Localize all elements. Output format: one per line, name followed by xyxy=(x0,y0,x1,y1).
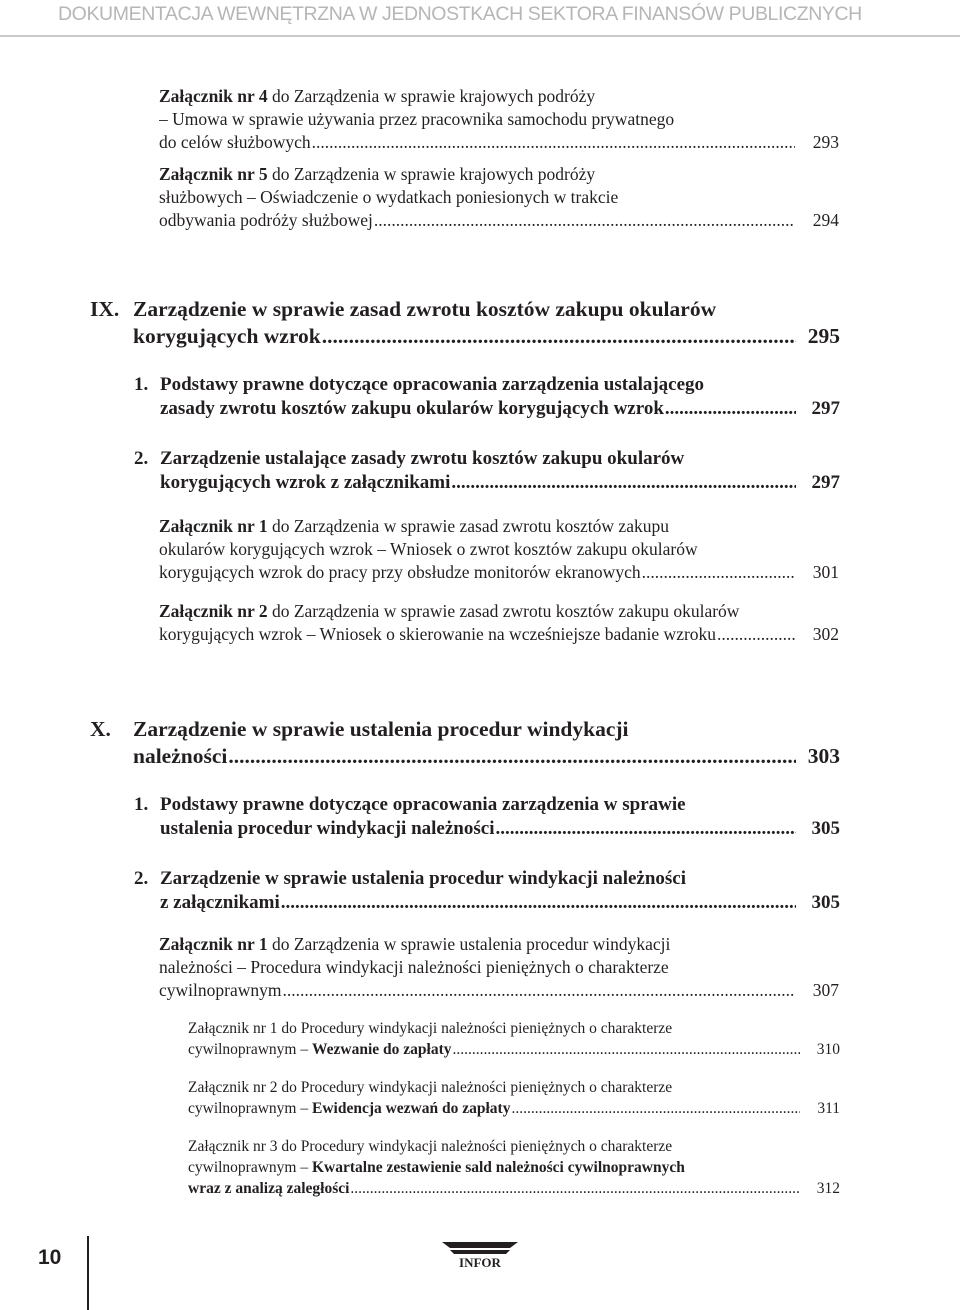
footer-divider xyxy=(87,1236,89,1310)
dot-leader xyxy=(281,891,796,915)
page-number: 297 xyxy=(811,398,840,419)
entry-text: cywilnoprawnym – xyxy=(188,1100,312,1117)
entry-text: Załącznik nr 1 do Procedury windykacji należności pieniężnych o charakterze xyxy=(188,1020,673,1037)
entry-text: korygujących wzrok do pracy przy obsłudze monitorów ekranowych xyxy=(159,562,641,582)
subsection-title: ustalenia procedur windykacji należności xyxy=(160,818,495,839)
dot-leader xyxy=(495,817,796,841)
annex-label: Załącznik nr 2 xyxy=(159,601,268,621)
entry-text: – Umowa w sprawie używania przez pracownika samochodu prywatnego xyxy=(159,109,675,129)
section-title: Zarządzenie w sprawie zasad zwrotu kosztów zakupu okularów xyxy=(133,297,717,321)
toc-entry-ix-annex-1[interactable] xyxy=(159,515,839,584)
entry-text: do Zarządzenia w sprawie krajowych podróży xyxy=(267,86,596,106)
toc-section-x[interactable] xyxy=(90,716,840,770)
toc-subsection-ix-2[interactable] xyxy=(134,447,840,495)
entry-title: Ewidencja wezwań do zapłaty xyxy=(311,1100,511,1117)
page-number: 294 xyxy=(812,210,839,230)
dot-leader xyxy=(452,1039,800,1060)
toc-subsection-x-2[interactable] xyxy=(134,867,840,915)
page-number: 307 xyxy=(812,980,839,1000)
toc-entry-ix-annex-2[interactable] xyxy=(159,600,839,646)
page-number: 311 xyxy=(817,1100,840,1117)
entry-text: do Zarządzenia w sprawie ustalenia procedur windykacji xyxy=(267,934,671,954)
entry-text: służbowych – Oświadczenie o wydatkach poniesionych w trakcie xyxy=(159,187,619,207)
section-number: IX. xyxy=(90,297,120,321)
toc-entry-x-annex-1[interactable] xyxy=(159,933,839,1002)
page-number: 303 xyxy=(807,744,840,768)
annex-label: Załącznik nr 5 xyxy=(159,164,268,184)
dot-leader xyxy=(717,623,795,646)
entry-title: Kwartalne zestawienie sald należności cywilnoprawnych xyxy=(311,1159,685,1176)
dot-leader xyxy=(451,471,796,495)
section-number: X. xyxy=(90,717,111,741)
entry-title: Wezwanie do zapłaty xyxy=(311,1041,452,1058)
entry-title: wraz z analizą zaległości xyxy=(188,1180,350,1197)
annex-label: Załącznik nr 4 xyxy=(159,86,268,106)
subsection-number: 1. xyxy=(134,794,149,815)
page-number: 295 xyxy=(807,324,840,348)
entry-text: Załącznik nr 2 do Procedury windykacji należności pieniężnych o charakterze xyxy=(188,1079,673,1096)
entry-text: odbywania podróży służbowej xyxy=(159,210,373,230)
entry-text: należności – Procedura windykacji należności pieniężnych o charakterze xyxy=(159,957,669,977)
page-number: 293 xyxy=(812,132,839,152)
dot-leader xyxy=(374,209,795,232)
page-number: 297 xyxy=(811,472,840,493)
toc-section-ix[interactable] xyxy=(90,296,840,350)
toc-entry-procedure-annex-1[interactable] xyxy=(188,1018,840,1060)
subsection-number: 1. xyxy=(134,374,149,395)
toc-entry-annex-4[interactable] xyxy=(159,85,839,154)
running-header: DOKUMENTACJA WEWNĘTRZNA W JEDNOSTKACH SEKTORA FINANSÓW PUBLICZNYCH xyxy=(58,3,862,25)
entry-text: do Zarządzenia w sprawie zasad zwrotu kosztów zakupu okularów xyxy=(267,601,740,621)
logo-wordmark: INFOR xyxy=(459,1255,501,1270)
subsection-title: Podstawy prawne dotyczące opracowania zarządzenia ustalającego xyxy=(160,374,705,395)
infor-logo xyxy=(436,1236,524,1270)
page-number: 305 xyxy=(811,892,840,913)
page-number: 310 xyxy=(816,1041,840,1058)
toc-entry-procedure-annex-2[interactable] xyxy=(188,1077,840,1119)
section-title: Zarządzenie w sprawie ustalenia procedur windykacji xyxy=(133,717,629,741)
page-number: 302 xyxy=(812,624,839,644)
entry-text: do celów służbowych xyxy=(159,132,311,152)
dot-leader xyxy=(312,131,795,154)
subsection-number: 2. xyxy=(134,448,149,469)
entry-text: do Zarządzenia w sprawie krajowych podróży xyxy=(267,164,596,184)
page-number-footer: 10 xyxy=(38,1246,62,1269)
logo-bar xyxy=(442,1242,518,1248)
dot-leader xyxy=(350,1178,800,1199)
section-title: korygujących wzrok xyxy=(133,324,321,348)
dot-leader xyxy=(665,397,796,421)
subsection-title: Zarządzenie ustalające zasady zwrotu kosztów zakupu okularów xyxy=(160,448,685,469)
subsection-title: Podstawy prawne dotyczące opracowania zarządzenia w sprawie xyxy=(160,794,686,815)
subsection-title: korygujących wzrok z załącznikami xyxy=(160,472,451,493)
section-title: należności xyxy=(133,744,228,768)
toc-entry-annex-5[interactable] xyxy=(159,163,839,232)
dot-leader xyxy=(228,743,796,770)
logo-bar xyxy=(450,1250,510,1254)
dot-leader xyxy=(511,1098,800,1119)
entry-text: do Zarządzenia w sprawie zasad zwrotu kosztów zakupu xyxy=(267,516,669,536)
dot-leader xyxy=(642,561,795,584)
dot-leader xyxy=(322,323,796,350)
subsection-title: Zarządzenie w sprawie ustalenia procedur windykacji należności xyxy=(160,868,687,889)
entry-text: Załącznik nr 3 do Procedury windykacji należności pieniężnych o charakterze xyxy=(188,1138,673,1155)
page-number: 305 xyxy=(811,818,840,839)
annex-label: Załącznik nr 1 xyxy=(159,516,268,536)
entry-text: cywilnoprawnym – xyxy=(188,1041,312,1058)
dot-leader xyxy=(282,979,795,1002)
entry-text: cywilnoprawnym – xyxy=(188,1159,312,1176)
annex-label: Załącznik nr 1 xyxy=(159,934,268,954)
header-divider xyxy=(0,35,960,37)
entry-text: cywilnoprawnym xyxy=(159,980,282,1000)
subsection-number: 2. xyxy=(134,868,149,889)
entry-text: korygujących wzrok – Wniosek o skierowanie na wcześniejsze badanie wzroku xyxy=(159,624,717,644)
subsection-title: zasady zwrotu kosztów zakupu okularów korygujących wzrok xyxy=(160,398,664,419)
toc-subsection-x-1[interactable] xyxy=(134,793,840,841)
subsection-title: z załącznikami xyxy=(160,892,280,913)
toc-entry-procedure-annex-3[interactable] xyxy=(188,1136,840,1199)
toc-subsection-ix-1[interactable] xyxy=(134,373,840,421)
entry-text: okularów korygujących wzrok – Wniosek o zwrot kosztów zakupu okularów xyxy=(159,539,698,559)
page-number: 301 xyxy=(812,562,839,582)
page-number: 312 xyxy=(816,1180,840,1197)
